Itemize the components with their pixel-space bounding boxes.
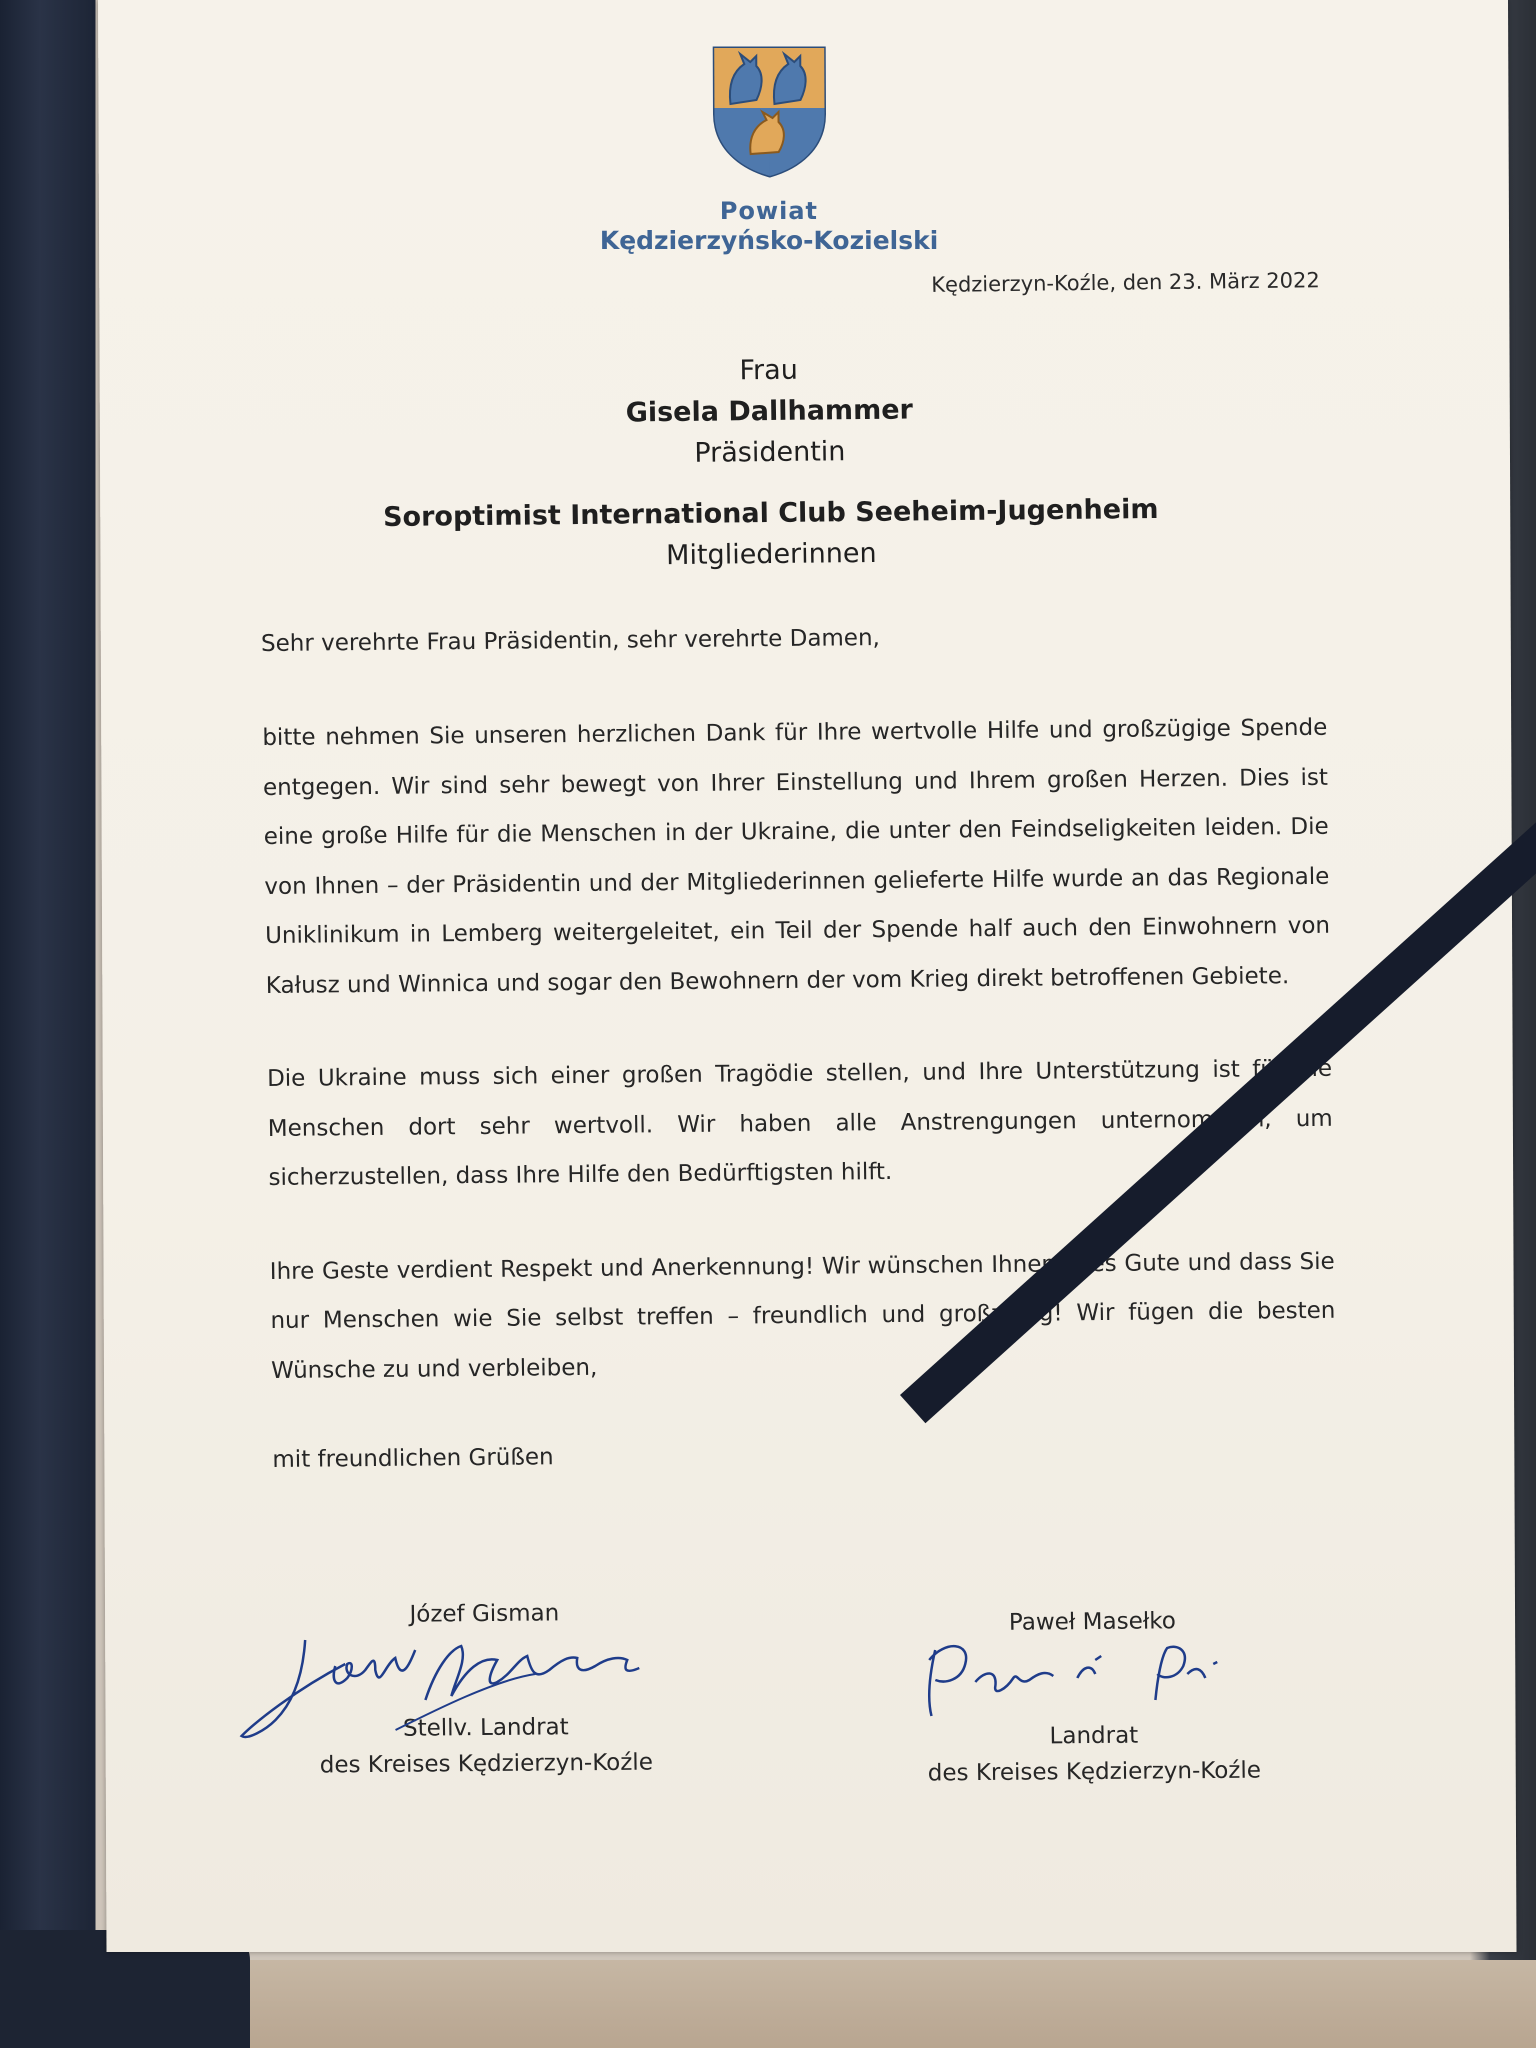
issuer-name [539,196,999,256]
signatory-right-office: des Kreises Kędzierzyn-Koźle [927,1757,1262,1787]
issuer-line-1: Powiat [719,197,819,225]
signatory-right-role: Landrat [1049,1722,1139,1750]
place-and-date: Kędzierzyn-Koźle, den 23. März 2022 [931,268,1320,297]
letter-closing: mit freundlichen Grüßen [272,1444,554,1473]
signatory-left-role: Stellv. Landrat [402,1714,569,1742]
letter-body [261,610,1338,1480]
signatory-right-name: Paweł Masełko [1008,1608,1177,1636]
signatory-left-name: Józef Gisman [409,1600,560,1628]
recipient-members: Mitgliederinnen [665,537,877,572]
issuer-line-2: Kędzierzyńsko-Kozielski [599,226,939,255]
signature-right-icon [905,1630,1305,1730]
signatory-left-office: des Kreises Kędzierzyn-Koźle [319,1749,654,1779]
coat-of-arms-icon [710,44,829,178]
letter-greeting: Sehr verehrte Frau Präsidentin, sehr verehrte Damen, [260,625,881,657]
letter-paragraph-2: Die Ukraine muss sich einer großen Tragödie stellen, und Ihre Unterstützung ist für die Menschen dort sehr wertvoll. Wir haben alle Anstrengungen unternommen, um sicherzustellen, dass Ihre Hilfe den Bedürftigsten hilft. [266,1055,1333,1191]
signature-left-icon [235,1630,736,1750]
letter-paragraph-3: Ihre Geste verdient Respekt und Anerkennung! Wir wünschen Ihnen alles Gute und dass Sie nur Menschen wie Sie selbst treffen – freundlich und großzügig! Wir fügen die besten Wünsche zu und verbleiben, [269,1248,1336,1384]
letter-paragraph-1: bitte nehmen Sie unseren herzlichen Dank für Ihre wertvolle Hilfe und großzügige Spende entgegen. Wir sind sehr bewegt von Ihrer Einstellung und Ihrem großen Herzen. Dies ist eine große Hilfe für die Menschen in der Ukraine, die unter den Feindseligkeiten leiden. Die von Ihnen – der Präsidentin und der Mitgliederinnen gelieferte Hilfe wurde an das Regionale Uniklinikum in Lemberg weitergeleitet, ein Teil der Spende half auch den Einwohnern von Kałusz und Winnica und sogar den Bewohnern der vom Krieg direkt betroffenen Gebiete. [262,714,1331,999]
recipient-club: Soroptimist International Club Seeheim-Jugenheim [382,493,1159,534]
recipient-name: Gisela Dallhammer [625,394,914,429]
recipient-role: Präsidentin [694,436,846,469]
recipient-block [348,346,1191,580]
recipient-title: Frau [739,354,799,387]
letter-page [98,0,1517,1952]
